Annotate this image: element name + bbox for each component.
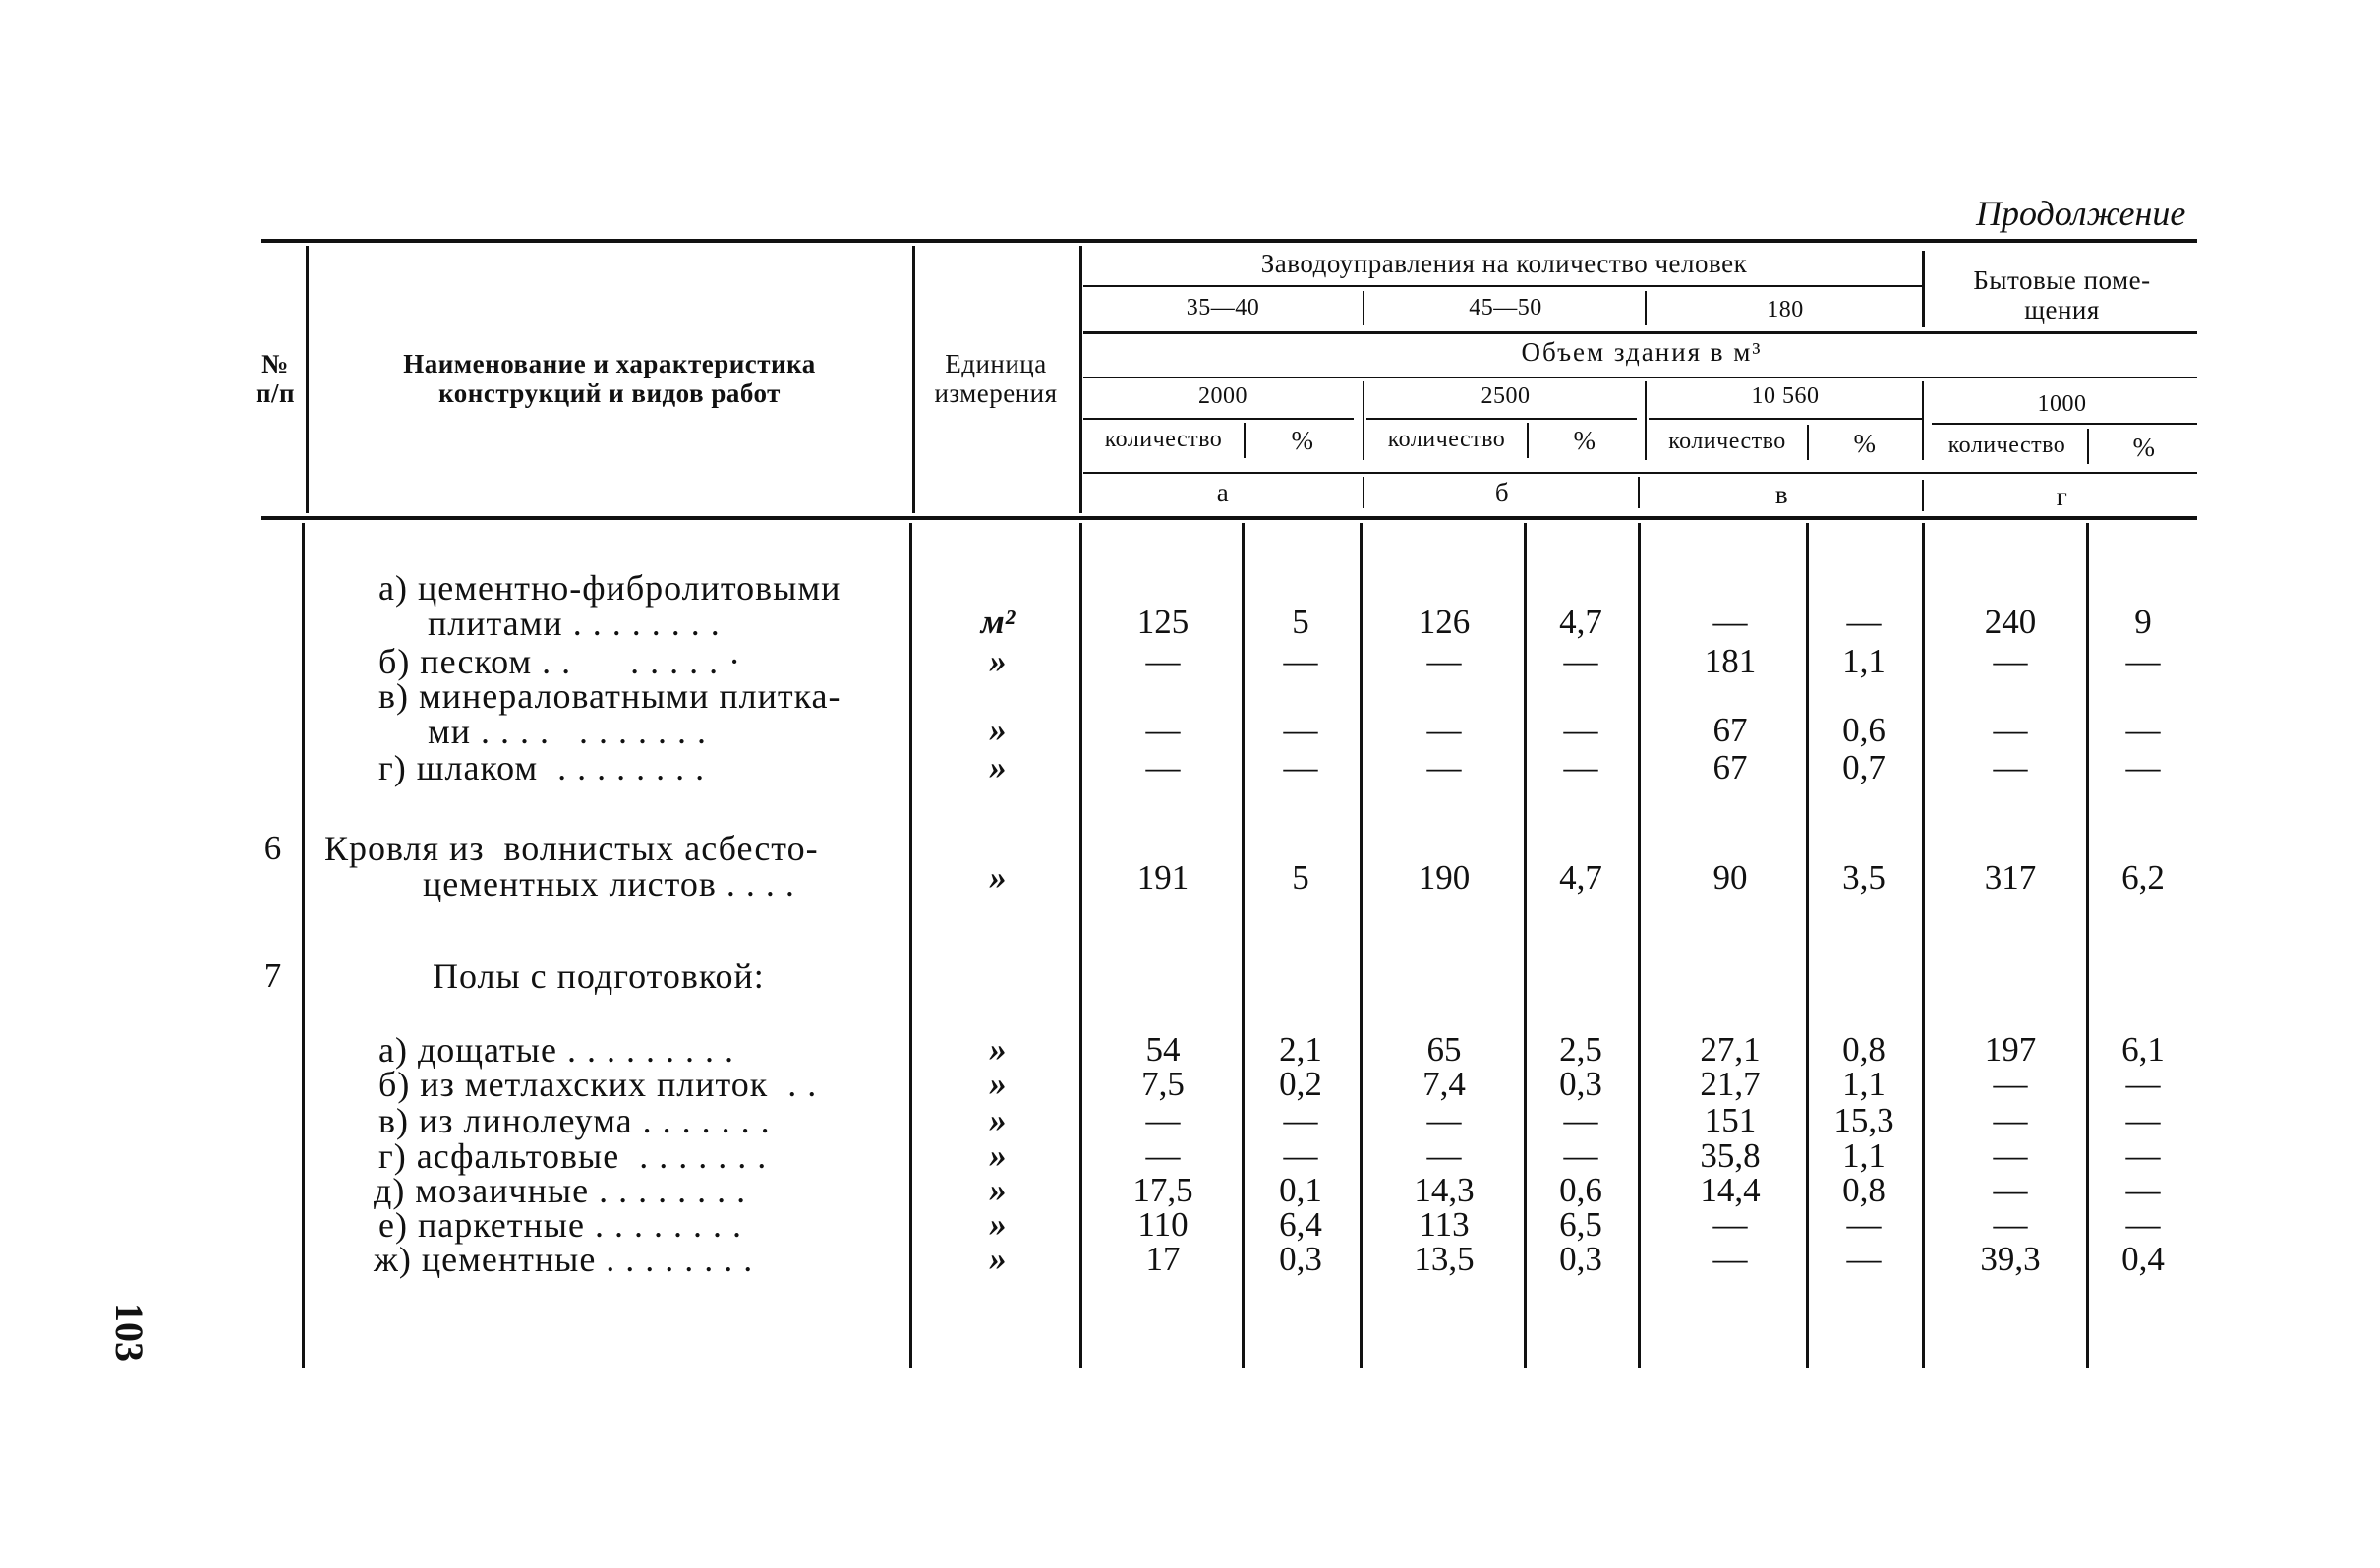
row-unit: » (989, 642, 1007, 680)
row-name: а) цементно-фибролитовыми плитами . . . . . . . . (378, 568, 842, 643)
row-value: 13,5 (1414, 1240, 1475, 1278)
row-value: — (1563, 711, 1598, 749)
row-value: 9 (2134, 603, 2152, 641)
row-unit: » (989, 1030, 1007, 1069)
pct-header-d: % (2132, 433, 2156, 462)
row-value: 0,1 (1279, 1171, 1322, 1209)
row-value: — (1426, 1101, 1462, 1139)
row-value: — (1426, 642, 1462, 680)
vol-c: 10 560 (1751, 383, 1820, 409)
row-value: 317 (1984, 858, 2037, 897)
letter-a: а (1216, 478, 1230, 507)
row-value: — (1993, 642, 2028, 680)
row-value: — (1993, 1101, 2028, 1139)
row-name: а) дощатые . . . . . . . . . (378, 1030, 734, 1070)
row-name: г) шлаком . . . . . . . . (378, 748, 706, 787)
row-value: 0,3 (1559, 1065, 1602, 1103)
people-a: 35—40 (1186, 295, 1260, 320)
row-name: ж) цементные . . . . . . . . (374, 1240, 754, 1279)
row-value: 67 (1712, 748, 1748, 786)
row-unit: » (989, 748, 1007, 786)
row-value: 0,4 (2121, 1240, 2165, 1278)
row-value: 17 (1145, 1240, 1181, 1278)
row-value: 65 (1426, 1030, 1462, 1069)
col-no-header: № п/п (255, 349, 296, 408)
row-name: г) асфальтовые . . . . . . . (378, 1136, 768, 1176)
row-name: д) мозаичные . . . . . . . . (374, 1171, 747, 1210)
row-value: 15,3 (1833, 1101, 1894, 1139)
row-value: — (1563, 1101, 1598, 1139)
row-value: 21,7 (1700, 1065, 1761, 1103)
row-value: 4,7 (1559, 603, 1602, 641)
qty-header-d: количество (1947, 433, 2066, 458)
row-value: 27,1 (1700, 1030, 1761, 1069)
row-number: 6 (263, 829, 282, 867)
row-value: 0,8 (1842, 1171, 1886, 1209)
continuation-label: Продолжение (1976, 194, 2186, 233)
row-value: 190 (1418, 858, 1471, 897)
pct-header-a: % (1291, 426, 1314, 455)
page-number: 103 (107, 1303, 151, 1362)
row-value: — (1846, 1240, 1882, 1278)
row-value: 5 (1292, 858, 1309, 897)
row-value: — (1145, 1136, 1181, 1175)
row-unit: м² (980, 603, 1016, 641)
row-value: 14,3 (1414, 1171, 1475, 1209)
row-value: — (1426, 748, 1462, 786)
row-value: 4,7 (1559, 858, 1602, 897)
row-value: 7,5 (1141, 1065, 1185, 1103)
row-value: 0,8 (1842, 1030, 1886, 1069)
row-value: — (1283, 1136, 1318, 1175)
row-value: 125 (1136, 603, 1190, 641)
row-value: 191 (1136, 858, 1190, 897)
row-value: 5 (1292, 603, 1309, 641)
pct-header-b: % (1573, 426, 1596, 455)
row-value: 0,3 (1279, 1240, 1322, 1278)
row-value: — (1283, 642, 1318, 680)
pct-header-c: % (1853, 429, 1877, 458)
row-value: — (1283, 711, 1318, 749)
row-value: — (1563, 1136, 1598, 1175)
row-unit: » (989, 1136, 1007, 1175)
row-value: 2,5 (1559, 1030, 1602, 1069)
col-unit-header: Единица измерения (934, 349, 1058, 408)
row-value: — (1426, 1136, 1462, 1175)
row-value: 6,1 (2121, 1030, 2165, 1069)
row-value: — (2125, 1065, 2161, 1103)
vol-a: 2000 (1198, 383, 1248, 409)
letter-d: г (2056, 482, 2068, 511)
row-value: 0,6 (1842, 711, 1886, 749)
letter-b: б (1494, 478, 1510, 507)
volume-title: Объем здания в м³ (1521, 337, 1763, 367)
row-value: 14,4 (1700, 1171, 1761, 1209)
row-unit: » (989, 711, 1007, 749)
row-value: — (2125, 748, 2161, 786)
row-value: — (1993, 1205, 2028, 1244)
qty-header-b: количество (1387, 427, 1506, 452)
row-unit: » (989, 1171, 1007, 1209)
row-value: — (1145, 642, 1181, 680)
row-value: 197 (1984, 1030, 2037, 1069)
row-value: — (2125, 1205, 2161, 1244)
people-b: 45—50 (1469, 295, 1542, 320)
row-number: 7 (263, 957, 282, 995)
row-value: 0,2 (1279, 1065, 1322, 1103)
row-value: 1,1 (1842, 1065, 1886, 1103)
row-value: 240 (1984, 603, 2037, 641)
row-value: 6,4 (1279, 1205, 1322, 1244)
row-value: 0,3 (1559, 1240, 1602, 1278)
row-value: — (1846, 1205, 1882, 1244)
row-name: б) песком . . . . . . . · (378, 642, 742, 681)
row-value: — (2125, 1101, 2161, 1139)
row-name: б) из метлахских плиток . . (378, 1065, 818, 1104)
people-c: 180 (1767, 297, 1804, 322)
row-value: — (1145, 1101, 1181, 1139)
row-name: е) паркетные . . . . . . . . (378, 1205, 742, 1245)
row-name: Полы с подготовкой: (433, 957, 765, 996)
row-unit: » (989, 858, 1007, 897)
row-value: 39,3 (1980, 1240, 2041, 1278)
vol-b: 2500 (1480, 383, 1531, 409)
row-value: — (1145, 748, 1181, 786)
row-value: — (2125, 711, 2161, 749)
row-value: — (1283, 748, 1318, 786)
row-value: — (1993, 1065, 2028, 1103)
row-value: 6,2 (2121, 858, 2165, 897)
row-value: 7,4 (1422, 1065, 1466, 1103)
row-value: — (1993, 711, 2028, 749)
row-name: в) из линолеума . . . . . . . (378, 1101, 771, 1140)
row-value: 126 (1418, 603, 1471, 641)
vol-d: 1000 (2037, 391, 2087, 417)
row-value: 0,7 (1842, 748, 1886, 786)
row-name: Кровля из волнистых асбесто- цементных листов . . . . (324, 829, 819, 903)
row-value: — (1846, 603, 1882, 641)
row-value: 151 (1704, 1101, 1757, 1139)
letter-c: в (1774, 480, 1789, 509)
row-value: — (1283, 1101, 1318, 1139)
row-value: 67 (1712, 711, 1748, 749)
row-value: 1,1 (1842, 642, 1886, 680)
row-value: 35,8 (1700, 1136, 1761, 1175)
row-unit: » (989, 1065, 1007, 1103)
row-name: в) минераловатными плитка- ми . . . . . . . . . . . (378, 676, 842, 751)
row-value: 54 (1145, 1030, 1181, 1069)
row-value: 113 (1419, 1205, 1470, 1244)
row-value: — (1712, 603, 1748, 641)
row-value: 1,1 (1842, 1136, 1886, 1175)
group-title: Заводоуправления на количество человек (1260, 249, 1748, 278)
top-rule (261, 239, 2197, 243)
row-value: — (1993, 1171, 2028, 1209)
row-value: — (1563, 642, 1598, 680)
row-value: 90 (1712, 858, 1748, 897)
row-value: — (1993, 748, 2028, 786)
row-value: — (2125, 1136, 2161, 1175)
row-value: — (2125, 642, 2161, 680)
row-value: — (1426, 711, 1462, 749)
row-value: 6,5 (1559, 1205, 1602, 1244)
qty-header-a: количество (1104, 427, 1223, 452)
row-unit: » (989, 1205, 1007, 1244)
row-value: — (1993, 1136, 2028, 1175)
row-value: 3,5 (1842, 858, 1886, 897)
row-unit: » (989, 1240, 1007, 1278)
row-value: — (1145, 711, 1181, 749)
row-value: 2,1 (1279, 1030, 1322, 1069)
qty-header-c: количество (1668, 429, 1786, 454)
row-value: 17,5 (1132, 1171, 1193, 1209)
bytovye-header: Бытовые поме- щения (1973, 265, 2151, 324)
row-value: 0,6 (1559, 1171, 1602, 1209)
row-value: 181 (1704, 642, 1757, 680)
row-value: 110 (1137, 1205, 1189, 1244)
col-name-header: Наименование и характеристика конструкций и видов работ (403, 349, 816, 408)
row-value: — (1712, 1205, 1748, 1244)
header-bottom-rule (261, 516, 2197, 520)
row-value: — (1712, 1240, 1748, 1278)
row-unit: » (989, 1101, 1007, 1139)
row-value: — (2125, 1171, 2161, 1209)
row-value: — (1563, 748, 1598, 786)
